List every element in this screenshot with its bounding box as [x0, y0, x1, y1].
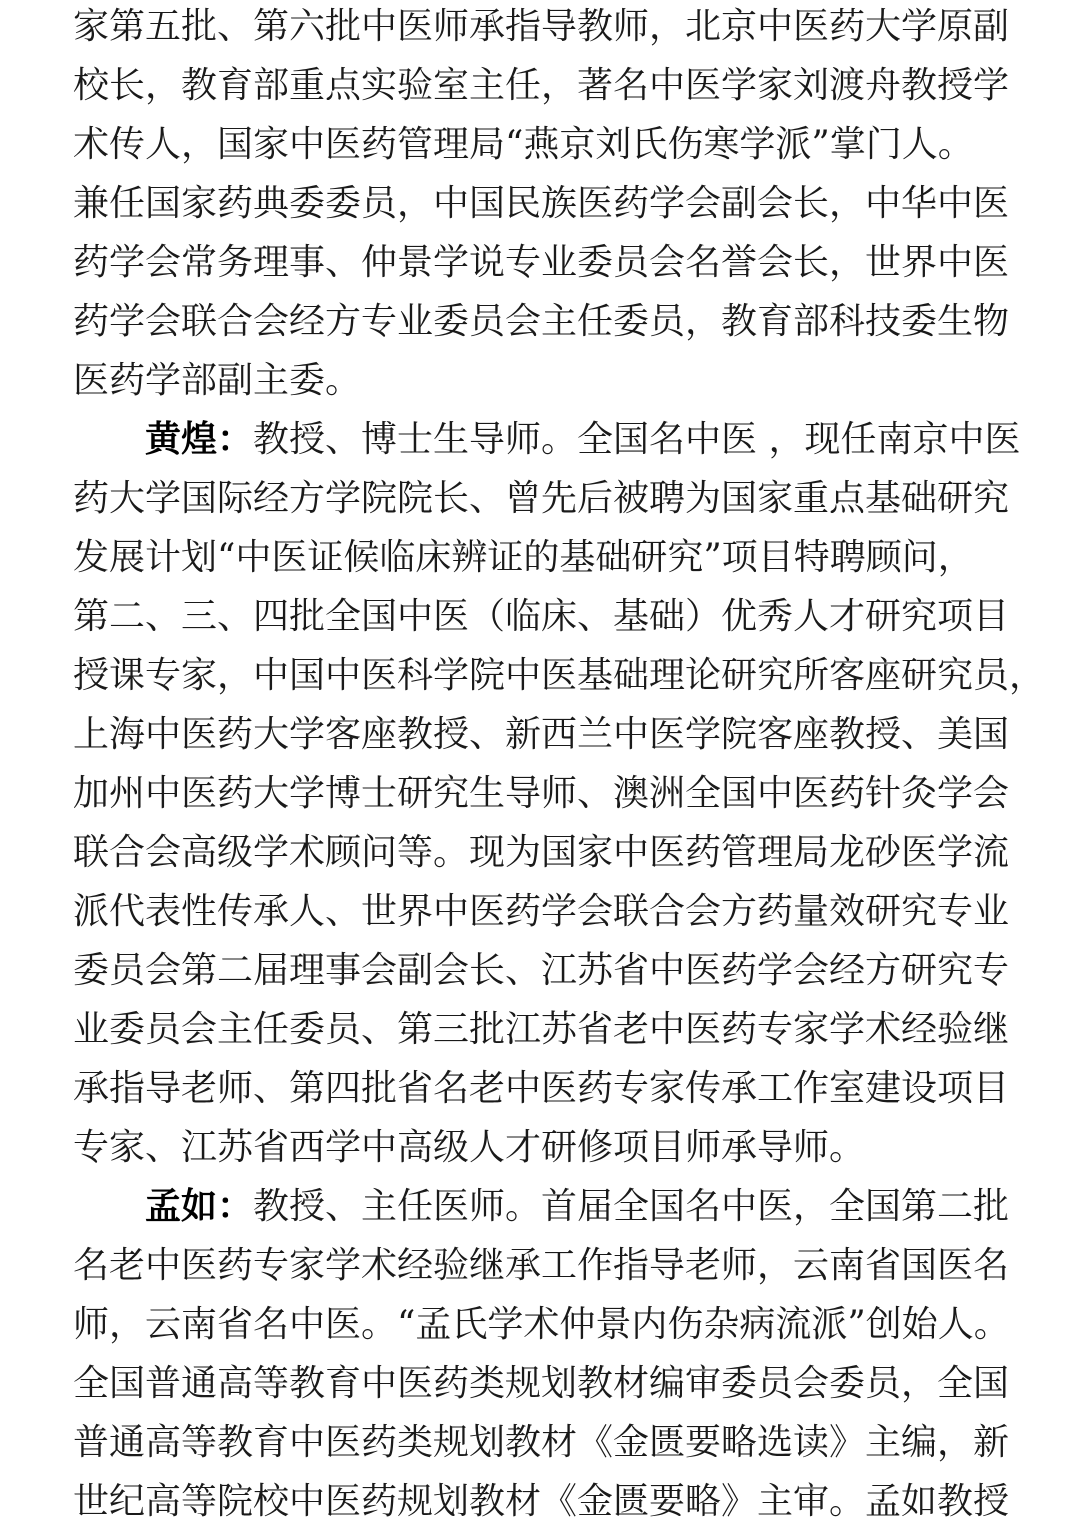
paragraph-first-line — [73, 1177, 1063, 1236]
text-line: 授课专家，中国中医科学院中医基础理论研究所客座研究员， — [73, 655, 1046, 696]
text-line: 委员会第二届理事会副会长、江苏省中医药学会经方研究专 — [73, 950, 1010, 991]
text-line: 业委员会主任委员、第三批江苏省老中医药专家学术经验继 — [73, 1009, 1010, 1050]
text-line: 承指导老师、第四批省名老中医药专家传承工作室建设项目 — [73, 1068, 1010, 1109]
text-line: 派代表性传承人、世界中医药学会联合会方药量效研究专业 — [73, 891, 1010, 932]
text-line: 师，云南省名中医。“孟氏学术仲景内伤杂病流派”创始人。 — [73, 1304, 1010, 1345]
text-line: 校长，教育部重点实验室主任，著名中医学家刘渡舟教授学 — [73, 65, 1010, 106]
text-line: 世纪高等院校中医药规划教材《金匮要略》主审。孟如教授 — [73, 1481, 1010, 1522]
text-line: 药学会联合会经方专业委员会主任委员，教育部科技委生物 — [73, 301, 1010, 342]
text-run: 教授、主任医师。首届全国名中医，全国第二批 — [253, 1186, 1010, 1227]
text-line: 联合会高级学术顾问等。现为国家中医药管理局龙砂医学流 — [73, 832, 1010, 873]
text-run: 教授、博士生导师。全国名中医 ，现任南京中医 — [253, 419, 1021, 460]
text-line: 名老中医药专家学术经验继承工作指导老师，云南省国医名 — [73, 1245, 1010, 1286]
document-body — [73, 0, 1063, 1531]
text-line: 医药学部副主委。 — [73, 360, 362, 401]
text-line: 普通高等教育中医药类规划教材《金匮要略选读》主编，新 — [73, 1422, 1010, 1463]
paragraph-meng-ru — [73, 1177, 1063, 1531]
text-line: 发展计划“中医证候临床辨证的基础研究”项目特聘顾问， — [73, 537, 974, 578]
person-name-heading: 黄煌： — [145, 419, 254, 460]
text-line: 上海中医药大学客座教授、新西兰中医学院客座教授、美国 — [73, 714, 1010, 755]
text-line: 家第五批、第六批中医师承指导教师，北京中医药大学原副 — [73, 6, 1010, 47]
text-line: 全国普通高等教育中医药类规划教材编审委员会委员，全国 — [73, 1363, 1010, 1404]
paragraph-huang-huang — [73, 410, 1063, 1177]
text-line: 第二、三、四批全国中医（临床、基础）优秀人才研究项目 — [73, 596, 1010, 637]
text-line: 加州中医药大学博士研究生导师、澳洲全国中医药针灸学会 — [73, 773, 1010, 814]
text-line: 专家、江苏省西学中高级人才研修项目师承导师。 — [73, 1127, 866, 1168]
paragraph-first-line — [73, 410, 1063, 469]
text-line: 药大学国际经方学院院长、曾先后被聘为国家重点基础研究 — [73, 478, 1010, 519]
text-line: 术传人，国家中医药管理局“燕京刘氏伤寒学派”掌门人。 — [73, 124, 974, 165]
text-line: 兼任国家药典委委员，中国民族医药学会副会长，中华中医 — [73, 183, 1010, 224]
paragraph-continued — [73, 0, 1063, 410]
person-name-heading: 孟如： — [145, 1186, 254, 1227]
text-line: 药学会常务理事、仲景学说专业委员会名誉会长，世界中医 — [73, 242, 1010, 283]
